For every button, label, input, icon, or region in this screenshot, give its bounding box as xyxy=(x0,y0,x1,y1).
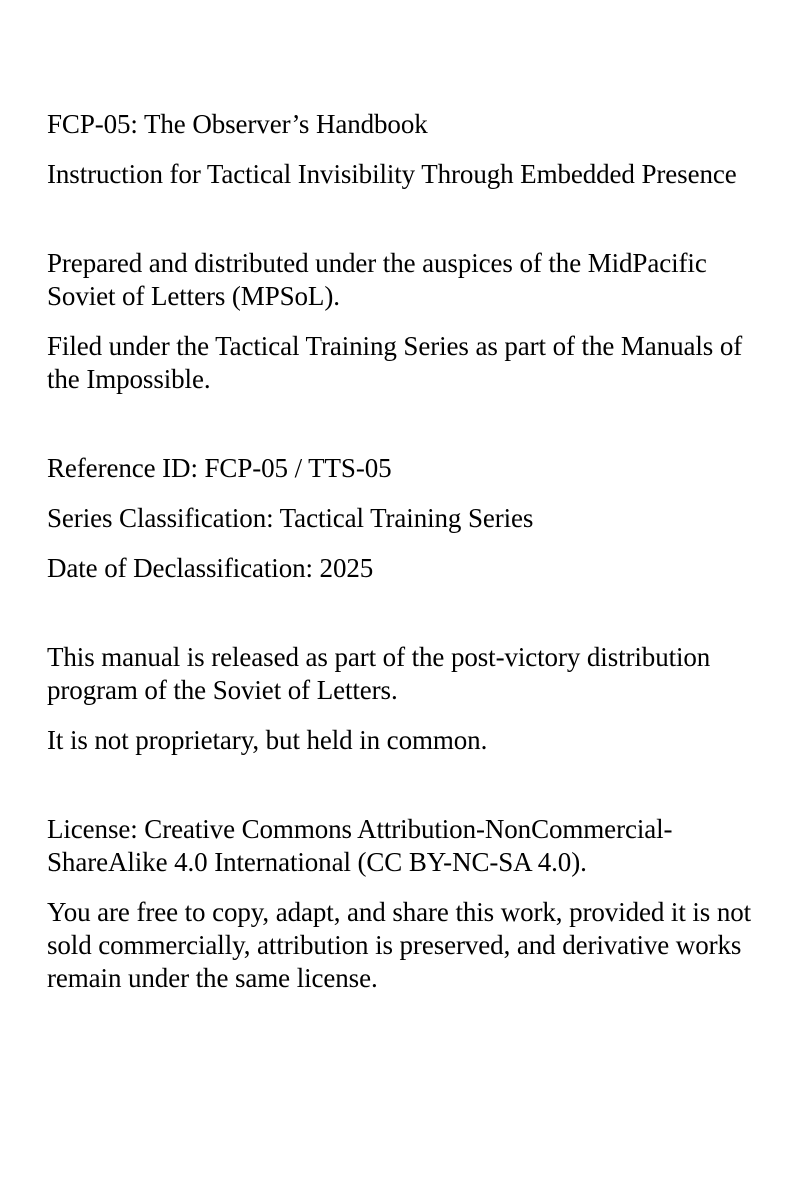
filed-statement: Filed under the Tactical Training Series as part of the Manuals of the Impossible. xyxy=(47,331,743,394)
license-terms: You are free to copy, adapt, and share this work, provided it is not sold commercially, attribution is preserved, and derivative works remain under the same license. xyxy=(47,897,752,993)
title-block xyxy=(47,108,757,191)
common-statement: It is not proprietary, but held in common. xyxy=(47,725,488,755)
license-name: License: Creative Commons Attribution-NonCommercial-ShareAlike 4.0 International (CC BY-NC-SA 4.0). xyxy=(47,814,673,877)
preparation-block xyxy=(47,247,757,396)
metadata-block xyxy=(47,452,757,585)
license-block xyxy=(47,813,757,995)
prepared-statement: Prepared and distributed under the auspices of the MidPacific Soviet of Letters (MPSoL). xyxy=(47,248,707,311)
release-block xyxy=(47,641,757,757)
series-classification: Series Classification: Tactical Training Series xyxy=(47,503,534,533)
document-subtitle: Instruction for Tactical Invisibility Through Embedded Presence xyxy=(47,159,737,189)
release-statement: This manual is released as part of the post-victory distribution program of the Soviet of Letters. xyxy=(47,642,711,705)
document-page xyxy=(47,108,757,995)
document-title: FCP-05: The Observer’s Handbook xyxy=(47,109,428,139)
reference-id: Reference ID: FCP-05 / TTS-05 xyxy=(47,453,392,483)
declassification-date: Date of Declassification: 2025 xyxy=(47,553,374,583)
